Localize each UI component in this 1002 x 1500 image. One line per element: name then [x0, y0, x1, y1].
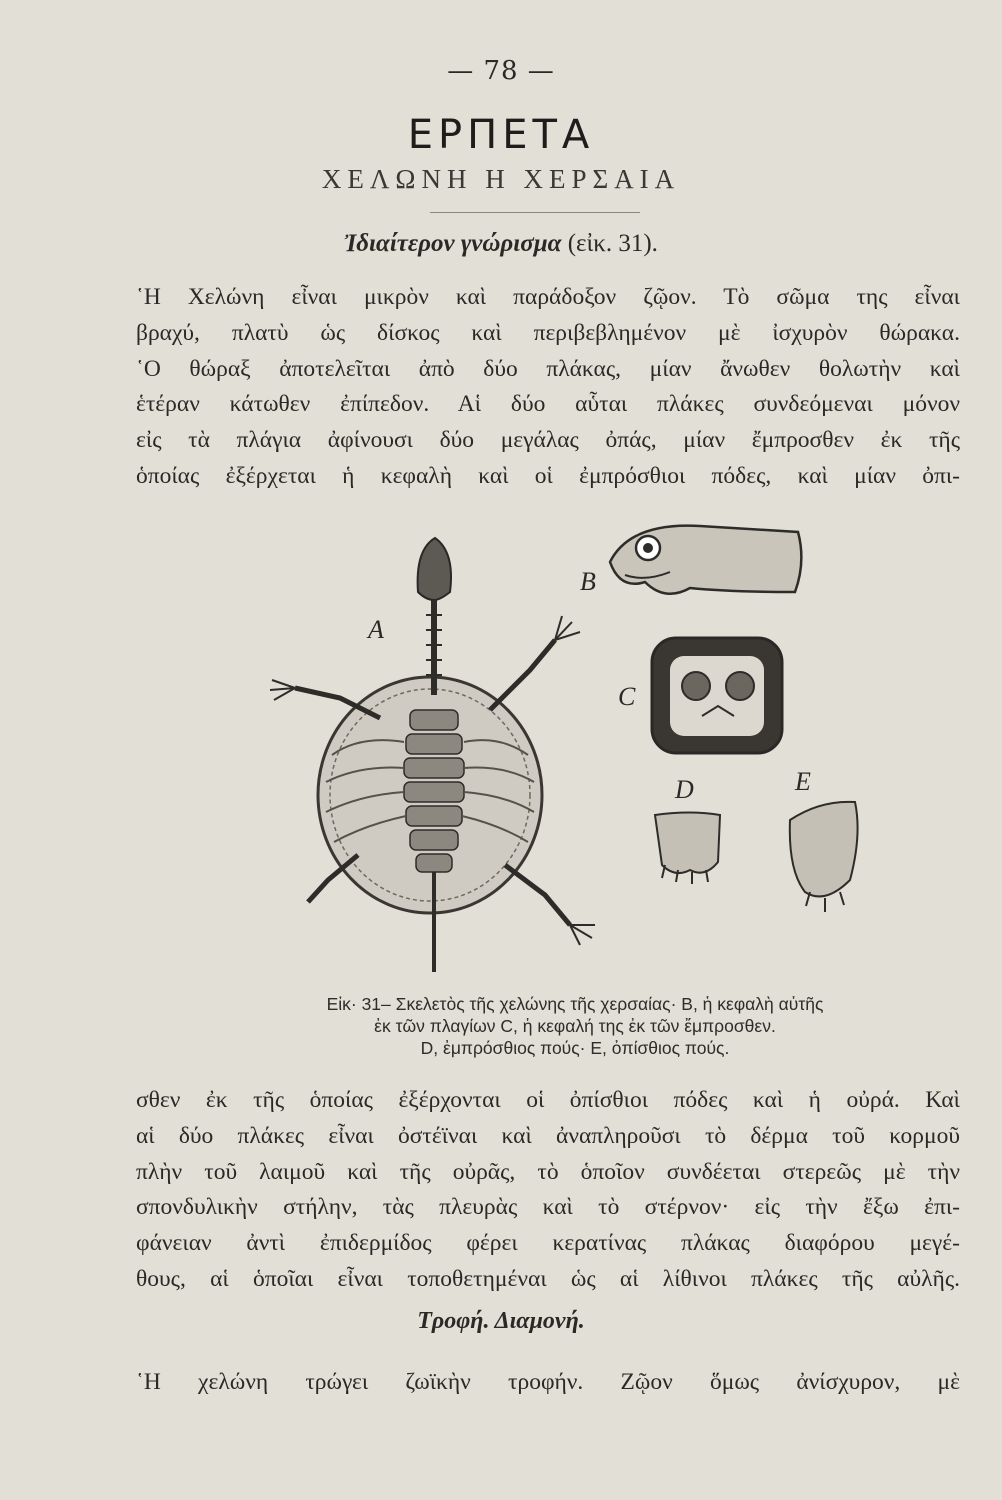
figure-label-a: A [368, 615, 384, 644]
subsection-heading: Τροφή. Διαμονή. [417, 1308, 585, 1334]
skeleton-illustration [270, 538, 595, 972]
figure-label-d: D [675, 775, 694, 804]
text-line: ἑτέραν κάτωθεν ἐπίπεδον. Αἱ δύο αὗται πλάκες συνδεόμεναι μόνον [136, 391, 960, 418]
text-line: θους, αἱ ὁποῖαι εἶναι τοποθετημέναι ὡς αἱ λίθινοι πλάκες τῆς αὐλῆς. [136, 1265, 960, 1292]
text-line: σπονδυλικὴν στήλην, τὰς πλευρὰς καὶ τὸ στέρνον· εἰς τὴν ἔξω ἐπι- [136, 1194, 960, 1221]
front-foot [655, 813, 720, 885]
text-line: ὁποίας ἐξέρχεται ἡ κεφαλὴ καὶ οἱ ἐμπρόσθιοι πόδες, καὶ μίαν ὀπι- [136, 462, 960, 489]
tortoise-skeleton-figure [250, 520, 930, 980]
figure-label-c: C [618, 682, 636, 711]
chapter-title: ΕΡΠΕΤΑ [407, 112, 595, 158]
text-line: ῾Η χελώνη τρώγει ζωϊκὴν τροφήν. Ζῷον ὅμως ἀνίσχυρον, μὲ [136, 1369, 960, 1395]
figure-caption [230, 993, 920, 1059]
text-line: ῾Ο θώραξ ἀποτελεῖται ἀπὸ δύο πλάκας, μίαν ἄνωθεν θολωτὴν καὶ [136, 355, 960, 382]
caption-line: D, ἐμπρόσθιος πούς· Ε, ὀπίσθιος πούς. [420, 1038, 730, 1058]
text-line: σθεν ἐκ τῆς ὁποίας ἐξέρχονται οἱ ὀπίσθιοι πόδες καὶ ἡ οὐρά. Καὶ [136, 1087, 960, 1113]
text-line: βραχύ, πλατὺ ὡς δίσκος καὶ περιβεβλημένον μὲ ἰσχυρὸν θώρακα. [136, 319, 960, 346]
caption-line: Εἰκ· 31– Σκελετὸς τῆς χελώνης τῆς χερσαίας· Β, ἡ κεφαλὴ αὐτῆς [326, 994, 824, 1014]
text-line: πλὴν τοῦ λαιμοῦ καὶ τῆς οὐρᾶς, τὸ ὁποῖον συνδέεται στερεῶς μὲ τὴν [136, 1158, 960, 1185]
heading-figure-ref: (εἰκ. 31). [561, 230, 658, 257]
section-subtitle: ΧΕΛΩΝΗ Η ΧΕΡΣΑΙΑ [321, 164, 681, 194]
text-line: ῾Η Χελώνη εἶναι μικρὸν καὶ παράδοξον ζῷον. Τὸ σῶμα της εἶναι [136, 284, 960, 310]
page-number: — 78 — [447, 56, 555, 86]
text-line: εἰς τὰ πλάγια ἀφίνουσι δύο μεγάλας ὀπάς, μίαν ἔμπροσθεν ἐκ τῆς [136, 427, 960, 454]
section-heading [0, 230, 1002, 258]
caption-line: ἐκ τῶν πλαγίων C, ἡ κεφαλή της ἐκ τῶν ἔμπροσθεν. [374, 1016, 776, 1036]
paragraph-2 [136, 1083, 960, 1298]
figure-label-b: B [580, 567, 596, 596]
title-divider [430, 212, 640, 213]
figure-label-e: E [795, 767, 811, 796]
text-line: φάνειαν ἀντὶ ἐπιδερμίδος φέρει κερατίνας πλάκας διαφόρου μεγέ- [136, 1230, 960, 1257]
text-line: αἱ δύο πλάκες εἶναι ὀστέϊναι καὶ ἀναπληροῦσι τὸ δέρμα τοῦ κορμοῦ [136, 1122, 960, 1149]
paragraph-1 [136, 280, 960, 495]
head-front-view [652, 638, 782, 753]
heading-italic: Ἰδιαίτερον γνώρισμα [344, 230, 562, 257]
hind-foot [790, 802, 858, 912]
paragraph-3 [136, 1365, 960, 1401]
head-side-view [610, 526, 801, 594]
